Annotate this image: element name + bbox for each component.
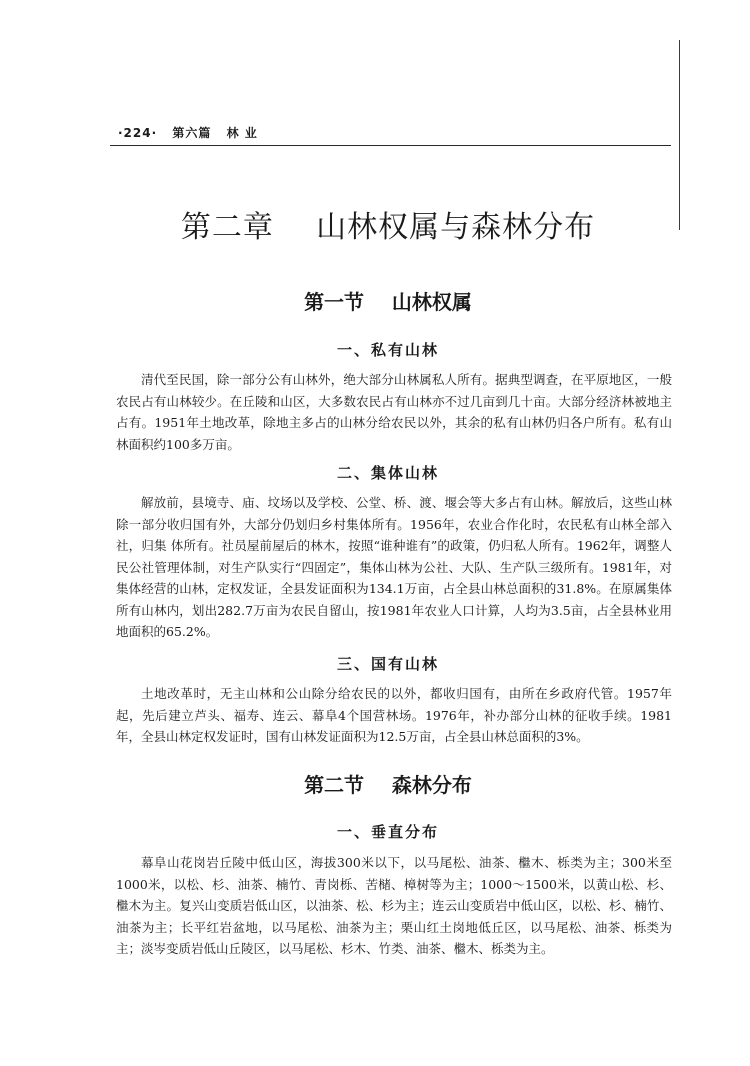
paragraph-private-forest: 清代至民国，除一部分公有山林外，绝大部分山林属私人所有。据典型调查，在平原地区，一般农民占有山林较少。在丘陵和山区，大多数农民占有山林亦不过几亩到几十亩。大部分经济林被地主占有。1951年土地改革，除地主多占的山林分给农民以外，其余的私有山林仍归各户所有。私有山林面积约100多万亩。: [116, 372, 672, 452]
subsection-title-state: 三、国有山林: [336, 655, 439, 673]
part-label: 第六篇: [172, 126, 212, 140]
header-rule: [110, 145, 671, 146]
paragraph-collective-forest: 解放前，县境寺、庙、坟场以及学校、公堂、桥、渡、堰会等大多占有山林。解放后，这些山林除一部分收归国有外，大部分仍划归乡村集体所有。1956年，农业合作化时，农民私有山林全部入社，归集 体所有。社员屋前屋后的林木，按照“谁种谁有”的政策，仍归私人所有。1962年，调整人民公社管理体制，对生产队实行“四固定”，集体山林为公社、大队、生产队三级所有。1981年，对集体经营的山林，定权发证，全县发证面积为134.1万亩，占全县山林总面积的31.8%。在原属集体所有山林内，划出282.7万亩为农民自留山，按1981年农业人口计算，人均为3.5亩，占全县林业用地面积的65.2%。: [116, 495, 672, 639]
subsection-title-collective: 二、集体山林: [336, 464, 439, 482]
section-title-distribution: 第二节 森林分布: [304, 773, 472, 797]
page-number: ·224·: [118, 126, 158, 140]
subsection-title-private: 一、私有山林: [336, 341, 439, 359]
subject-label: 林 业: [226, 126, 258, 140]
section-title-ownership: 第一节 山林权属: [304, 290, 472, 314]
subsection-title-vertical: 一、垂直分布: [336, 823, 439, 841]
running-header: [118, 124, 268, 141]
chapter-title: 第二章 山林权属与森林分布: [180, 210, 596, 245]
paragraph-vertical-distribution: 幕阜山花岗岩丘陵中低山区，海拔300米以下，以马尾松、油茶、檵木、栎类为主；300米至1000米，以松、杉、油茶、楠竹、青岗栎、苦槠、樟树等为主；1000～1500米，以黄山松、杉、檵木为主。复兴山变质岩低山区，以油茶、松、杉为主；连云山变质岩中低山区，以松、杉、楠竹、油茶为主；长平红岩盆地，以马尾松、油茶为主；栗山红土岗地低丘区，以马尾松、油茶、栎类为主；淡岑变质岩低山丘陵区，以马尾松、杉木、竹类、油茶、檵木、栎类为主。: [116, 855, 672, 956]
paragraph-state-forest: 土地改革时，无主山林和公山除分给农民的以外，都收归国有，由所在乡政府代管。1957年起，先后建立芦头、福寿、连云、幕阜4个国营林场。1976年，补办部分山林的征收手续。1981年，全县山林定权发证时，国有山林发证面积为12.5万亩，占全县山林总面积的3%。: [116, 686, 672, 744]
